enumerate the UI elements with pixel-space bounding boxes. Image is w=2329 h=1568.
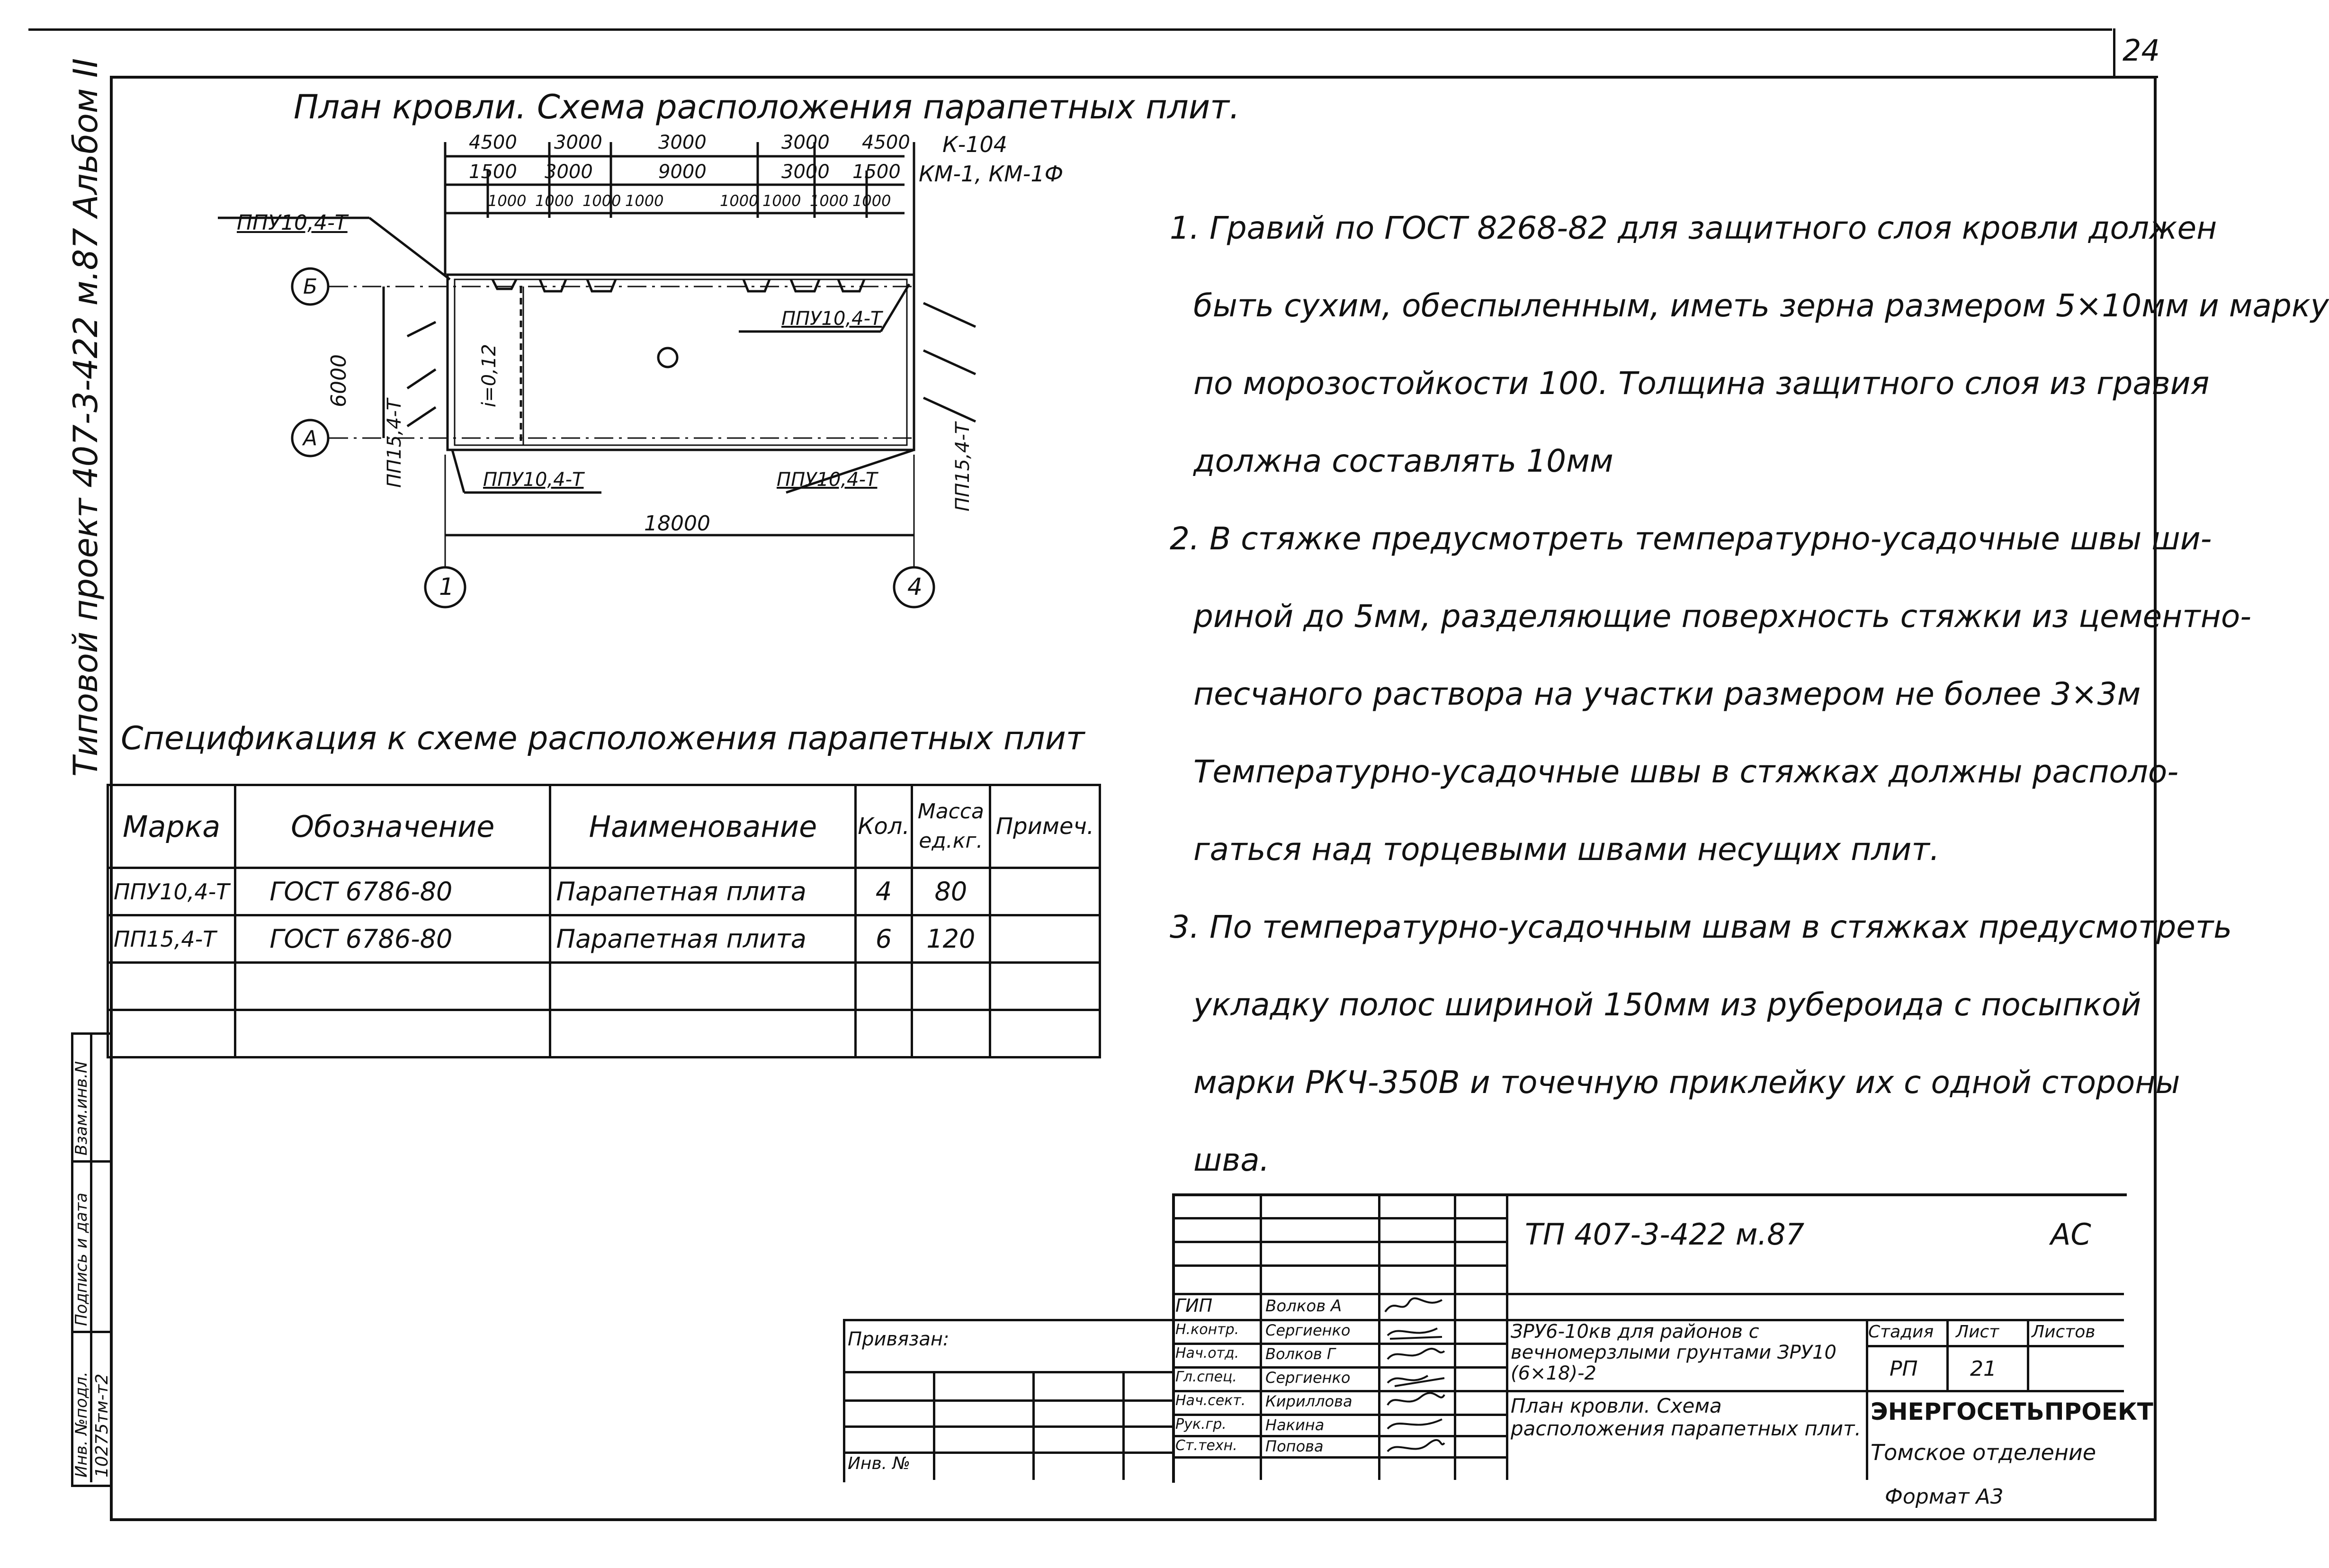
table-row	[108, 868, 1100, 915]
dim-top-row2-1: 3000	[545, 161, 593, 183]
spec-cell	[550, 1010, 856, 1057]
inv-value: 10275тм-т2	[92, 1373, 112, 1478]
branch-name: Томское отделение	[1871, 1440, 2096, 1465]
spec-header-mark: Марка	[108, 785, 235, 868]
spec-cell	[990, 868, 1100, 915]
dim-height: 6000	[327, 354, 351, 407]
note-line: Температурно-усадочные швы в стяжках должны располо-	[1193, 753, 2179, 790]
sheet-label: Лист	[1956, 1322, 1999, 1342]
table-row	[108, 1010, 1100, 1057]
name-nachsekt: Кириллова	[1265, 1392, 1353, 1410]
spec-cell	[990, 1010, 1100, 1057]
stamp-row	[1172, 1293, 2124, 1295]
spec-cell	[856, 963, 912, 1010]
axis-a-label: А	[303, 426, 318, 450]
dim-small-4: 1000	[720, 192, 759, 210]
dim-length: 18000	[644, 511, 710, 536]
sheets-label: Листов	[2032, 1322, 2096, 1342]
spec-cell	[108, 1010, 235, 1057]
spec-cell	[912, 1010, 990, 1057]
dim-small-2: 1000	[582, 192, 621, 210]
axis-1-label: 1	[439, 573, 454, 600]
dim-small-7: 1000	[852, 192, 891, 210]
spec-cell: Парапетная плита	[550, 915, 856, 963]
dim-small-5: 1000	[762, 192, 801, 210]
name-glspec: Сергиенко	[1265, 1369, 1351, 1387]
dim-top-row1-4: 4500	[862, 132, 910, 153]
sheet-value: 21	[1970, 1357, 1997, 1381]
note-line: марки РКЧ-350В и точечную приклейку их с одной стороны	[1193, 1064, 2180, 1101]
note-line: 1. Гравий по ГОСТ 8268-82 для защитного слоя кровли должен	[1170, 210, 2217, 246]
spec-header-row	[108, 785, 1100, 868]
note-line: быть сухим, обеспыленным, иметь зерна размером 5×10мм и марку	[1193, 287, 2329, 324]
inv-label: Инв. №подл.	[72, 1371, 91, 1478]
dim-top-row1-2: 3000	[658, 132, 707, 153]
label-ppu-bottom-right: ППУ10,4-Т	[777, 469, 878, 491]
dim-top-row1-1: 3000	[554, 132, 602, 153]
dim-small-3: 1000	[625, 192, 664, 210]
role-nachotd: Нач.отд.	[1175, 1345, 1239, 1362]
spec-cell: Парапетная плита	[550, 868, 856, 915]
label-pp-right: ПП15,4-Т	[952, 422, 974, 511]
role-rukgr: Рук.гр.	[1175, 1416, 1227, 1433]
dim-top-row2-tag: КМ-1, КМ-1Ф	[919, 161, 1064, 187]
name-nachotd: Волков Г	[1265, 1345, 1335, 1363]
stamp-row	[1172, 1217, 1506, 1219]
sheet-number: 24	[2123, 33, 2160, 68]
inv-no-label: Инв. №	[848, 1454, 911, 1473]
vzam-label: Взам.инв.N	[72, 1061, 91, 1156]
dim-top-row2-0: 1500	[469, 161, 517, 183]
spec-header-mass: Масса ед.кг.	[912, 785, 990, 868]
spec-cell	[990, 915, 1100, 963]
label-pp-left: ПП15,4-Т	[384, 398, 405, 488]
axis-b-label: Б	[303, 275, 318, 299]
spec-header-note: Примеч.	[990, 785, 1100, 868]
note-line: 3. По температурно-усадочным швам в стяжках предусмотреть	[1170, 909, 2232, 945]
left-strip-row	[71, 1331, 110, 1333]
spec-cell: 80	[912, 868, 990, 915]
privyazan-col	[1122, 1371, 1125, 1480]
spec-cell: 120	[912, 915, 990, 963]
note-line: шва.	[1193, 1142, 1270, 1178]
spec-cell	[912, 963, 990, 1010]
role-nachsekt: Нач.сект.	[1175, 1392, 1246, 1409]
sign-label: Подпись и дата	[72, 1192, 91, 1326]
stamp-row	[1866, 1345, 2124, 1347]
spec-header-qty: Кол.	[856, 785, 912, 868]
spec-cell: ПП15,4-Т	[108, 915, 235, 963]
org-name: ЭНЕРГОСЕТЬПРОЕКТ	[1871, 1398, 2153, 1425]
project-code: ТП 407-3-422 м.87	[1525, 1217, 1805, 1252]
note-line: песчаного раствора на участки размером не более 3×3м	[1193, 676, 2141, 712]
dim-top-row1-0: 4500	[469, 132, 517, 153]
spec-header-designation: Обозначение	[235, 785, 550, 868]
role-gip: ГИП	[1175, 1295, 1213, 1316]
table-row	[108, 963, 1100, 1010]
format-label: Формат А3	[1885, 1485, 2004, 1509]
signatures	[1380, 1295, 1451, 1478]
dim-top-row2-2: 9000	[658, 161, 707, 183]
dim-small-0: 1000	[488, 192, 527, 210]
label-ppu-top-left: ППУ10,4-Т	[237, 211, 348, 235]
spec-cell	[108, 963, 235, 1010]
sheet-title: План кровли. Схема расположения парапетных плит.	[1511, 1394, 1861, 1440]
slope-label: i=0,12	[478, 344, 500, 407]
note-line: должна составлять 10мм	[1193, 443, 1613, 479]
stamp-col	[1866, 1319, 1868, 1480]
spec-table	[107, 784, 1101, 1058]
dim-small-1: 1000	[535, 192, 574, 210]
role-glspec: Гл.спец.	[1175, 1369, 1237, 1385]
spec-cell: ГОСТ 6786-80	[235, 915, 550, 963]
spec-cell	[856, 1010, 912, 1057]
spec-cell	[235, 1010, 550, 1057]
stamp-col	[2027, 1319, 2029, 1390]
note-line: гаться над торцевыми швами несущих плит.	[1193, 831, 1940, 868]
axis-4-label: 4	[907, 573, 923, 600]
dim-small-6: 1000	[810, 192, 849, 210]
spec-cell	[990, 963, 1100, 1010]
spec-cell: ГОСТ 6786-80	[235, 868, 550, 915]
table-row	[108, 915, 1100, 963]
spec-cell	[550, 963, 856, 1010]
stamp-row	[1172, 1456, 1506, 1459]
stamp-col	[1946, 1319, 1949, 1390]
role-nkontr: Н.контр.	[1175, 1321, 1239, 1338]
note-line: 2. В стяжке предусмотреть температурно-усадочные швы ши-	[1170, 520, 2212, 557]
name-sttehn: Попова	[1265, 1437, 1324, 1455]
spec-cell	[235, 963, 550, 1010]
plan-title: План кровли. Схема расположения парапетных плит.	[294, 88, 1240, 126]
top-rule	[28, 28, 2112, 31]
section-code: АС	[2051, 1217, 2091, 1252]
label-ppu-bottom-left: ППУ10,4-Т	[483, 469, 584, 491]
privyazan-col	[933, 1371, 935, 1480]
privyazan-col	[1032, 1371, 1035, 1480]
spec-title: Спецификация к схеме расположения парапетных плит	[121, 720, 1085, 757]
side-title: Типовой проект 407-3-422 м.87 Альбом II	[66, 58, 105, 777]
stamp-col	[1506, 1193, 1508, 1480]
note-line: риной до 5мм, разделяющие поверхность стяжки из цементно-	[1193, 598, 2252, 635]
name-nkontr: Сергиенко	[1265, 1321, 1351, 1339]
stamp-row	[1172, 1264, 1506, 1267]
stage-label: Стадия	[1868, 1322, 1934, 1342]
spec-header-name: Наименование	[550, 785, 856, 868]
note-line: укладку полос шириной 150мм из рубероида с посыпкой	[1193, 986, 2141, 1023]
note-line: по морозостойкости 100. Толщина защитного слоя из гравия	[1193, 365, 2210, 402]
left-strip-row	[71, 1160, 110, 1163]
spec-cell: 6	[856, 915, 912, 963]
role-sttehn: Ст.техн.	[1175, 1437, 1237, 1454]
stage-value: РП	[1890, 1357, 1918, 1381]
stamp-row	[1172, 1241, 1506, 1243]
dim-top-row2-3: 3000	[781, 161, 830, 183]
name-gip: Волков А	[1265, 1297, 1342, 1316]
dim-top-row2-4: 1500	[852, 161, 901, 183]
label-ppu-top-right: ППУ10,4-Т	[781, 308, 882, 330]
spec-cell: ППУ10,4-Т	[108, 868, 235, 915]
privyazan-label: Привязан:	[848, 1328, 950, 1350]
name-rukgr: Накина	[1265, 1416, 1325, 1434]
spec-cell: 4	[856, 868, 912, 915]
dim-top-row1-3: 3000	[781, 132, 830, 153]
notes	[1170, 189, 2329, 1199]
dim-top-row1-tag: К-104	[942, 132, 1008, 157]
object-title: ЗРУ6-10кв для районов с вечномерзлыми грунтами ЗРУ10 (6×18)-2	[1511, 1321, 1836, 1384]
